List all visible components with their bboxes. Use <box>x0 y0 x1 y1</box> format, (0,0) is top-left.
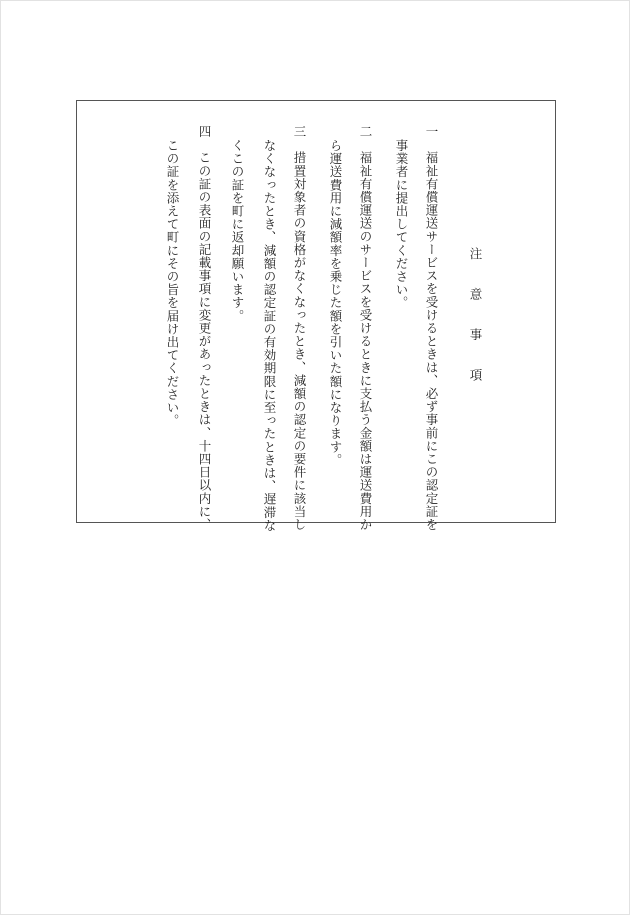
notice-title: 注 意 事 項 <box>468 247 483 393</box>
notice-frame <box>76 100 556 532</box>
notice-line-3: 二 福祉有償運送のサービスを受けるときに支払う金額は運送費用か <box>358 125 373 532</box>
notice-line-1: 一 福祉有償運送サービスを受けるときは、必ず事前にこの認定証を <box>424 125 439 532</box>
notice-line-6: なくなったとき、減額の認定証の有効期限に至ったときは、遅滞な <box>262 139 277 532</box>
notice-line-5: 三 措置対象者の資格がなくなったとき、減額の認定の要件に該当し <box>292 125 307 532</box>
notice-line-7: くこの証を町に返却願います。 <box>230 139 245 323</box>
notice-line-2: 事業者に提出してください。 <box>394 139 409 310</box>
notice-line-4: ら運送費用に減額率を乗じた額を引いた額になります。 <box>328 139 343 467</box>
notice-line-9: この証を添えて町にその旨を届け出てください。 <box>165 139 180 428</box>
notice-line-8: 四 この証の表面の記載事項に変更があったときは、十四日以内に、 <box>197 125 212 532</box>
